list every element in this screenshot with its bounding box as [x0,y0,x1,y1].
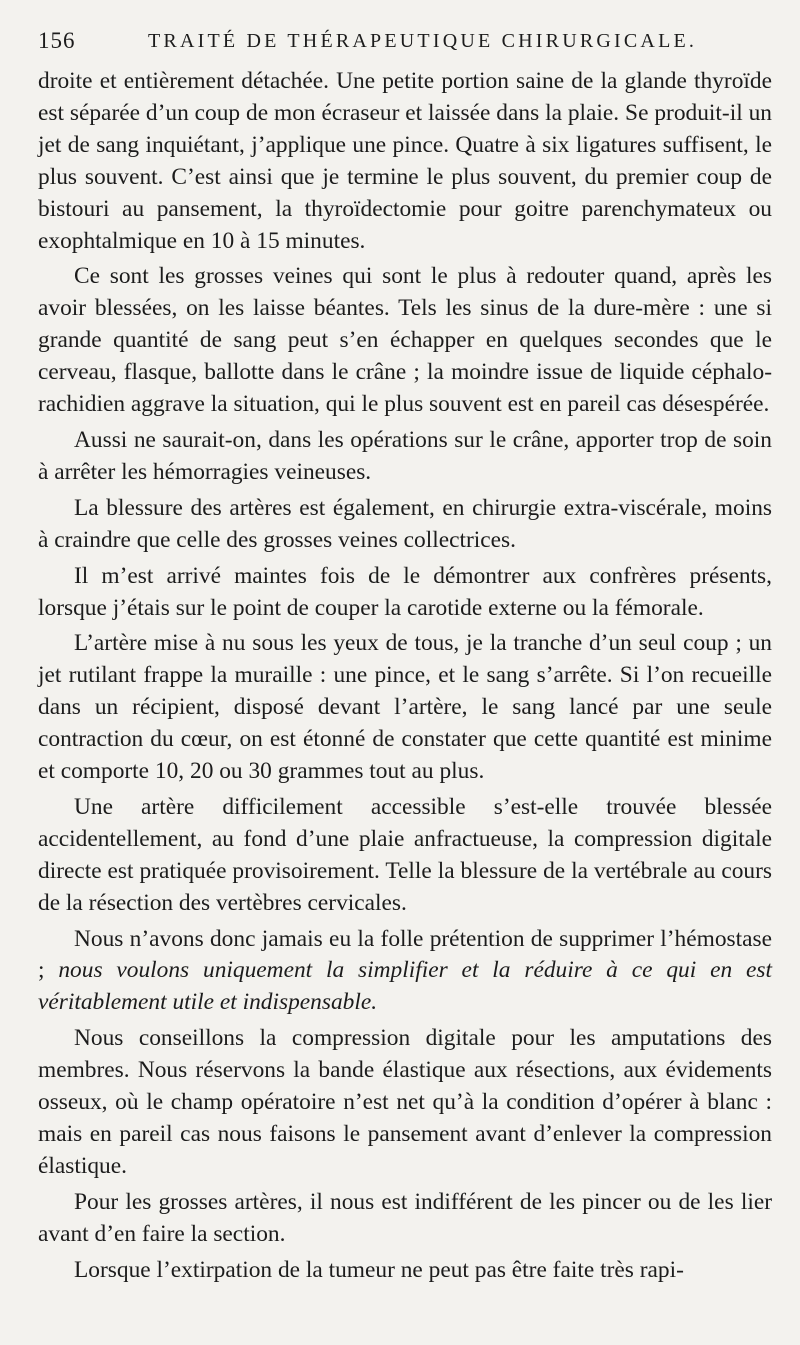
paragraph-7: Une artère difficilement accessible s’est-elle trouvée blessée accidentellement, au fond d’une plaie anfractueuse, la compression digitale directe est pratiquée provisoirement. Telle la blessure de la vertébrale au cours de la résection des vertèbres cervicales. [38,793,772,916]
page-number: 156 [38,28,76,53]
paragraph-8 [38,924,772,1020]
running-title: TRAITÉ DE THÉRAPEUTIQUE CHIRURGICALE. [148,30,698,52]
paragraph-8-italic: nous voulons uniquement la simplifier et la réduire à ce qui en est véritablement utile et indispensable. [38,957,772,1016]
paragraph-5: Il m’est arrivé maintes fois de le démontrer aux confrères présents, lorsque j’étais sur le point de couper la carotide externe ou la fémorale. [38,562,772,621]
paragraph-9: Nous conseillons la compression digitale pour les amputations des membres. Nous réservons la bande élastique aux résections, aux évidements osseux, où le champ opératoire n’est net qu’à la condition d’opérer à blanc : mais en pareil cas nous faisons le pansement avant d’enlever la compression élastique. [38,1025,772,1179]
paragraph-2: Ce sont les grosses veines qui sont le plus à redouter quand, après les avoir blessées, on les laisse béantes. Tels les sinus de la dure-mère : une si grande quantité de sang peut s’en échapper en quelques secondes que le cerveau, flasque, ballotte dans le crâne ; la moindre issue de liquide céphalo-rachidien aggrave la situation, qui le plus souvent est en pareil cas désespérée. [38,263,772,418]
paragraph-4: La blessure des artères est également, en chirurgie extra-viscérale, moins à craindre que celle des grosses veines collectrices. [38,494,772,553]
running-header [38,28,770,58]
paragraph-6: L’artère mise à nu sous les yeux de tous, je la tranche d’un seul coup ; un jet rutilant frappe la muraille : une pince, et le sang s’arrête. Si l’on recueille dans un récipient, disposé devant l’artère, le sang lancé par une seule contraction du cœur, on est étonné de constater que cette quantité est minime et comporte 10, 20 ou 30 grammes tout au plus. [38,630,772,785]
body-text [38,66,772,1287]
paragraph-8-roman: Nous n’avons donc jamais eu la folle prétention de supprimer l’hémostase ; [38,925,772,984]
paragraph-1: droite et entièrement détachée. Une petite portion saine de la glande thyroïde est séparée d’un coup de mon écraseur et laissée dans la plaie. Se produit-il un jet de sang inquiétant, j’applique une pince. Quatre à six ligatures suffisent, le plus souvent. C’est ainsi que je termine le plus souvent, du premier coup de bistouri au pansement, la thyroïdectomie pour goitre parenchymateux ou exophtalmique en 10 à 15 minutes. [38,68,772,254]
paragraph-11: Lorsque l’extirpation de la tumeur ne peut pas être faite très rapi- [74,1256,684,1283]
paragraph-10: Pour les grosses artères, il nous est indifférent de les pincer ou de les lier avant d’en faire la section. [38,1188,772,1247]
paragraph-3: Aussi ne saurait-on, dans les opérations sur le crâne, apporter trop de soin à arrêter les hémorragies veineuses. [38,426,772,485]
